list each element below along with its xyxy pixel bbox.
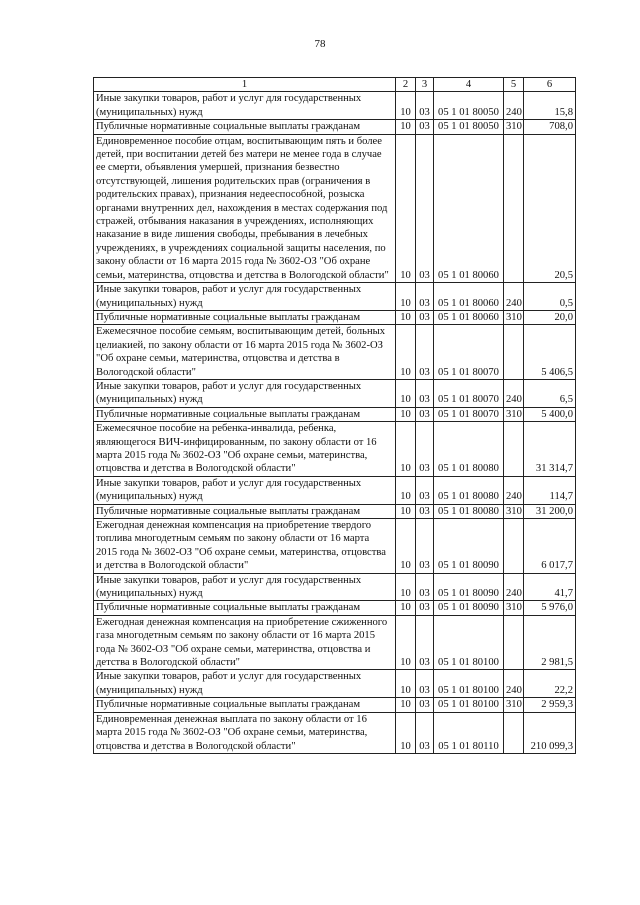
row-description: Иные закупки товаров, работ и услуг для государственных (муниципальных) нужд [94, 379, 396, 407]
row-amount: 15,8 [524, 92, 576, 120]
row-description: Публичные нормативные социальные выплаты гражданам [94, 407, 396, 421]
row-target-article-code: 05 1 01 80070 [434, 379, 504, 407]
row-subsection-code: 03 [416, 283, 434, 311]
table-row [94, 601, 576, 615]
table-row [94, 422, 576, 477]
row-description: Публичные нормативные социальные выплаты гражданам [94, 601, 396, 615]
row-expense-type-code [504, 519, 524, 574]
row-expense-type-code: 240 [504, 476, 524, 504]
row-section-code: 10 [396, 698, 416, 712]
row-amount: 41,7 [524, 573, 576, 601]
row-target-article-code: 05 1 01 80050 [434, 120, 504, 134]
row-section-code: 10 [396, 615, 416, 670]
row-target-article-code: 05 1 01 80100 [434, 670, 504, 698]
header-col-2: 2 [396, 78, 416, 92]
row-section-code: 10 [396, 325, 416, 380]
row-amount: 210 099,3 [524, 712, 576, 753]
table-row [94, 476, 576, 504]
row-expense-type-code [504, 422, 524, 477]
row-description: Публичные нормативные социальные выплаты гражданам [94, 504, 396, 518]
row-target-article-code: 05 1 01 80080 [434, 504, 504, 518]
row-section-code: 10 [396, 422, 416, 477]
table-row [94, 120, 576, 134]
row-expense-type-code: 240 [504, 283, 524, 311]
row-expense-type-code: 310 [504, 504, 524, 518]
row-amount: 2 959,3 [524, 698, 576, 712]
row-subsection-code: 03 [416, 407, 434, 421]
row-section-code: 10 [396, 134, 416, 282]
table-row [94, 573, 576, 601]
row-description: Иные закупки товаров, работ и услуг для государственных (муниципальных) нужд [94, 283, 396, 311]
row-amount: 31 200,0 [524, 504, 576, 518]
row-subsection-code: 03 [416, 504, 434, 518]
row-target-article-code: 05 1 01 80060 [434, 134, 504, 282]
row-description: Иные закупки товаров, работ и услуг для государственных (муниципальных) нужд [94, 92, 396, 120]
row-amount: 20,0 [524, 310, 576, 324]
row-expense-type-code: 240 [504, 670, 524, 698]
row-expense-type-code: 240 [504, 573, 524, 601]
row-expense-type-code [504, 615, 524, 670]
row-section-code: 10 [396, 379, 416, 407]
row-subsection-code: 03 [416, 476, 434, 504]
table-row [94, 712, 576, 753]
table-row [94, 615, 576, 670]
header-col-3: 3 [416, 78, 434, 92]
page-number: 78 [314, 38, 326, 50]
row-amount: 2 981,5 [524, 615, 576, 670]
row-amount: 6 017,7 [524, 519, 576, 574]
row-section-code: 10 [396, 92, 416, 120]
row-target-article-code: 05 1 01 80090 [434, 573, 504, 601]
row-amount: 6,5 [524, 379, 576, 407]
row-target-article-code: 05 1 01 80070 [434, 407, 504, 421]
row-description: Ежемесячное пособие семьям, воспитывающим детей, больных целиакией, по закону области от 16 марта 2015 года № 3602-ОЗ "Об охране семьи, материнства, отцовства и детства в Вологодской области" [94, 325, 396, 380]
row-expense-type-code: 310 [504, 310, 524, 324]
row-target-article-code: 05 1 01 80110 [434, 712, 504, 753]
row-section-code: 10 [396, 120, 416, 134]
row-expense-type-code: 240 [504, 92, 524, 120]
row-target-article-code: 05 1 01 80080 [434, 422, 504, 477]
budget-table [93, 77, 576, 754]
table-row [94, 310, 576, 324]
row-expense-type-code: 310 [504, 698, 524, 712]
table-row [94, 379, 576, 407]
row-section-code: 10 [396, 283, 416, 311]
row-amount: 708,0 [524, 120, 576, 134]
row-subsection-code: 03 [416, 120, 434, 134]
row-subsection-code: 03 [416, 92, 434, 120]
row-amount: 0,5 [524, 283, 576, 311]
row-description: Единовременное пособие отцам, воспитывающим пять и более детей, при воспитании детей без матери не менее года в случае ее смерти, объявления умершей, признания безвестно отсутствующей, лишения родительских прав (ограничения в родительских правах), признания недееспособной, розыска органами внутренних дел, нахождения в местах содержания под стражей, отбывания наказания в учреждениях, исполняющих наказание в виде лишения свободы, пребывания в лечебных учреждениях, в учреждениях социальной защиты населения, по закону области от 16 марта 2015 года № 3602-ОЗ "Об охране семьи, материнства, отцовства и детства в Вологодской области" [94, 134, 396, 282]
table-body [94, 92, 576, 754]
row-target-article-code: 05 1 01 80090 [434, 601, 504, 615]
row-expense-type-code: 310 [504, 407, 524, 421]
row-section-code: 10 [396, 712, 416, 753]
row-section-code: 10 [396, 310, 416, 324]
table-row [94, 92, 576, 120]
row-subsection-code: 03 [416, 310, 434, 324]
row-section-code: 10 [396, 476, 416, 504]
header-col-5: 5 [504, 78, 524, 92]
row-section-code: 10 [396, 573, 416, 601]
row-target-article-code: 05 1 01 80100 [434, 698, 504, 712]
header-col-4: 4 [434, 78, 504, 92]
row-target-article-code: 05 1 01 80070 [434, 325, 504, 380]
row-amount: 5 400,0 [524, 407, 576, 421]
row-subsection-code: 03 [416, 134, 434, 282]
row-section-code: 10 [396, 601, 416, 615]
row-subsection-code: 03 [416, 573, 434, 601]
row-expense-type-code [504, 712, 524, 753]
row-subsection-code: 03 [416, 325, 434, 380]
row-amount: 20,5 [524, 134, 576, 282]
row-expense-type-code: 310 [504, 601, 524, 615]
row-description: Публичные нормативные социальные выплаты гражданам [94, 120, 396, 134]
row-subsection-code: 03 [416, 615, 434, 670]
row-amount: 5 976,0 [524, 601, 576, 615]
table-row [94, 519, 576, 574]
table-row [94, 698, 576, 712]
row-target-article-code: 05 1 01 80060 [434, 283, 504, 311]
row-section-code: 10 [396, 504, 416, 518]
row-amount: 114,7 [524, 476, 576, 504]
row-description: Иные закупки товаров, работ и услуг для государственных (муниципальных) нужд [94, 476, 396, 504]
row-expense-type-code [504, 325, 524, 380]
table-row [94, 134, 576, 282]
row-subsection-code: 03 [416, 698, 434, 712]
row-description: Ежемесячное пособие на ребенка-инвалида, ребенка, являющегося ВИЧ-инфицированным, по закону области от 16 марта 2015 года № 3602-ОЗ "Об охране семьи, материнства, отцовства и детства в Вологодской области" [94, 422, 396, 477]
table-header-row [94, 78, 576, 92]
row-description: Публичные нормативные социальные выплаты гражданам [94, 310, 396, 324]
table-row [94, 325, 576, 380]
row-expense-type-code [504, 134, 524, 282]
row-subsection-code: 03 [416, 712, 434, 753]
row-subsection-code: 03 [416, 601, 434, 615]
row-amount: 5 406,5 [524, 325, 576, 380]
row-description: Ежегодная денежная компенсация на приобретение сжиженного газа многодетным семьям по закону области от 16 марта 2015 года № 3602-ОЗ "Об охране семьи, материнства, отцовства и детства в Вологодской области" [94, 615, 396, 670]
row-subsection-code: 03 [416, 379, 434, 407]
table-row [94, 670, 576, 698]
row-description: Единовременная денежная выплата по закону области от 16 марта 2015 года № 3602-ОЗ "Об охране семьи, материнства, отцовства и детства в Вологодской области" [94, 712, 396, 753]
row-amount: 22,2 [524, 670, 576, 698]
row-target-article-code: 05 1 01 80060 [434, 310, 504, 324]
row-section-code: 10 [396, 519, 416, 574]
row-amount: 31 314,7 [524, 422, 576, 477]
row-target-article-code: 05 1 01 80050 [434, 92, 504, 120]
header-col-1: 1 [94, 78, 396, 92]
table-row [94, 283, 576, 311]
table-row [94, 407, 576, 421]
row-description: Ежегодная денежная компенсация на приобретение твердого топлива многодетным семьям по закону области от 16 марта 2015 года № 3602-ОЗ "Об охране семьи, материнства, отцовства и детства в Вологодской области" [94, 519, 396, 574]
row-section-code: 10 [396, 407, 416, 421]
row-subsection-code: 03 [416, 670, 434, 698]
row-expense-type-code: 240 [504, 379, 524, 407]
row-expense-type-code: 310 [504, 120, 524, 134]
row-description: Иные закупки товаров, работ и услуг для государственных (муниципальных) нужд [94, 670, 396, 698]
row-subsection-code: 03 [416, 519, 434, 574]
row-target-article-code: 05 1 01 80100 [434, 615, 504, 670]
row-target-article-code: 05 1 01 80080 [434, 476, 504, 504]
row-description: Иные закупки товаров, работ и услуг для государственных (муниципальных) нужд [94, 573, 396, 601]
row-section-code: 10 [396, 670, 416, 698]
table-row [94, 504, 576, 518]
row-target-article-code: 05 1 01 80090 [434, 519, 504, 574]
header-col-6: 6 [524, 78, 576, 92]
row-subsection-code: 03 [416, 422, 434, 477]
row-description: Публичные нормативные социальные выплаты гражданам [94, 698, 396, 712]
